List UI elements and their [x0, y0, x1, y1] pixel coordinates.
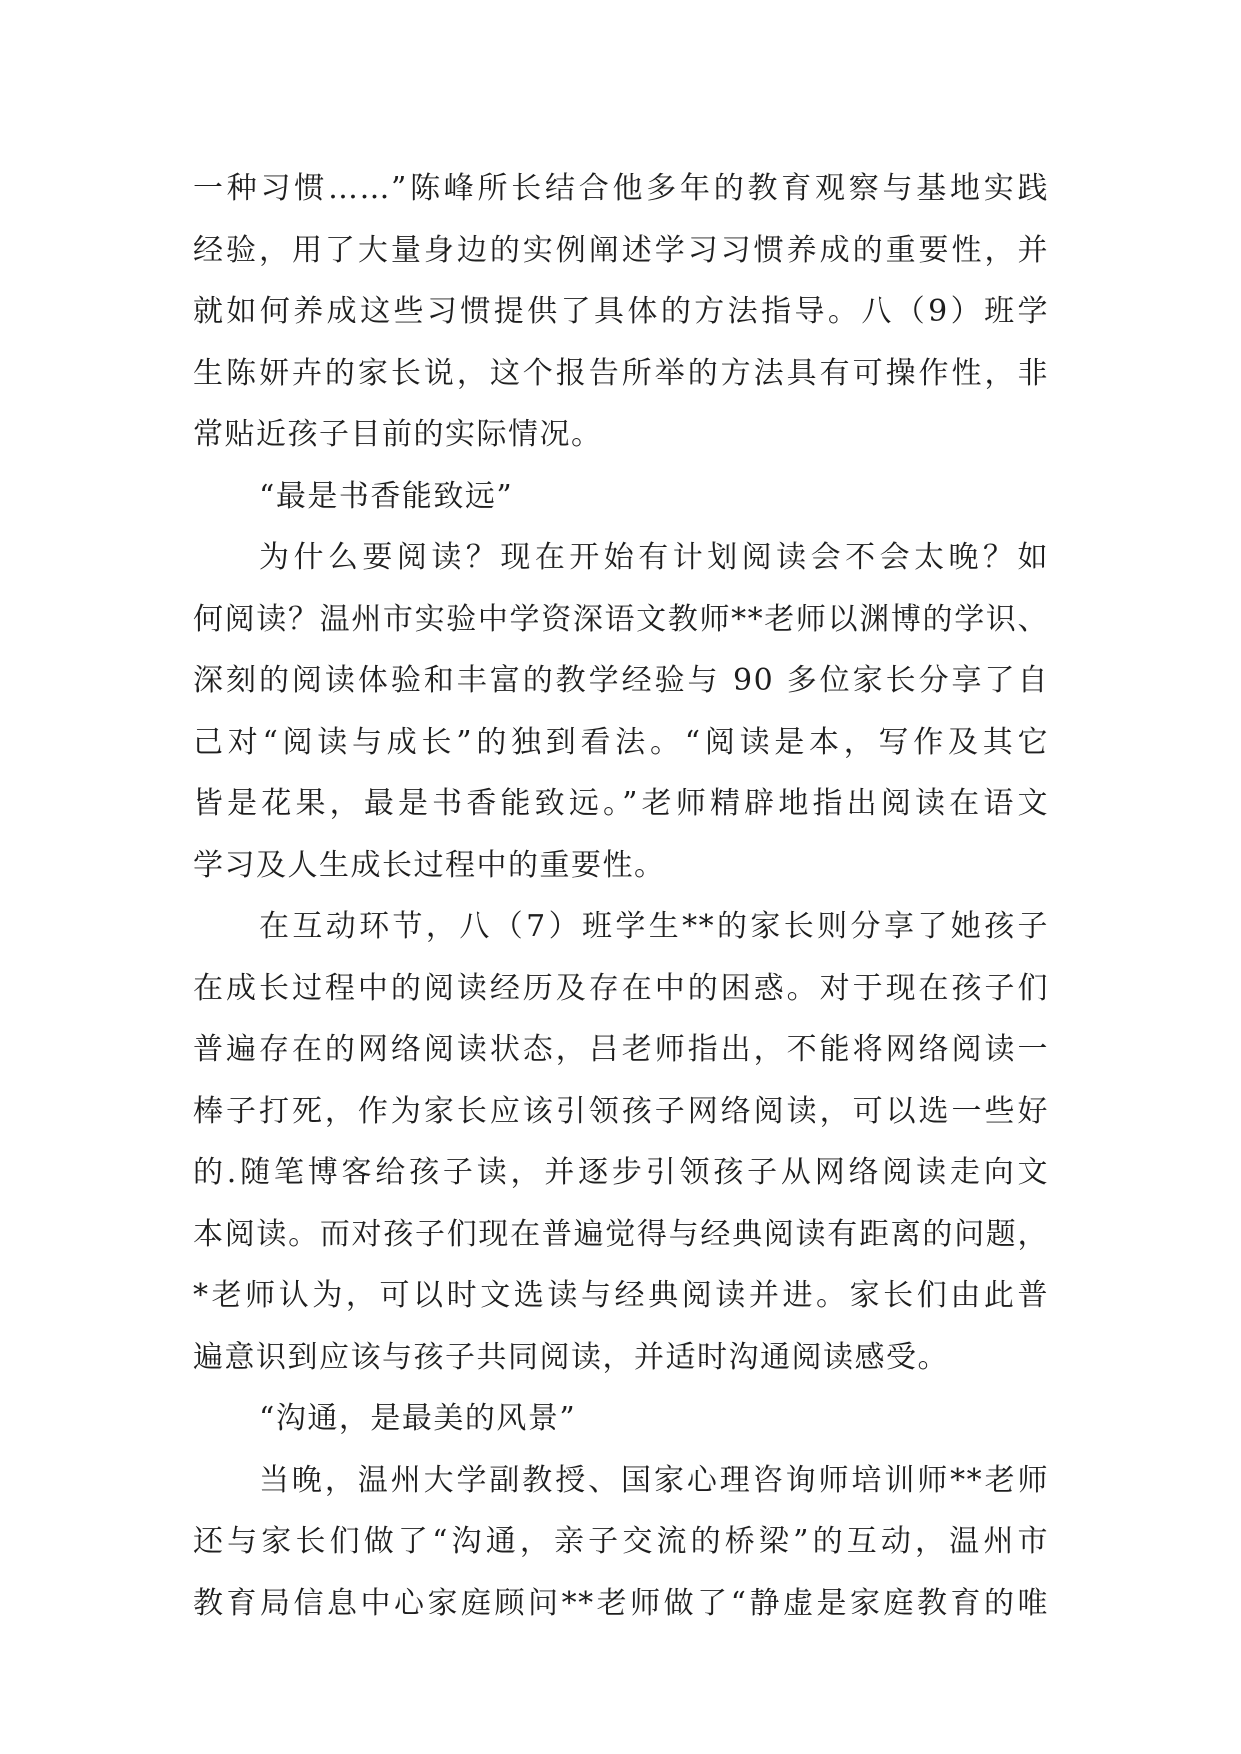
text-line: *老师认为，可以时文选读与经典阅读并进。家长们由此普	[193, 1278, 1049, 1313]
text-line: 的.随笔博客给孩子读，并逐步引领孩子从网络阅读走向文	[193, 1155, 1049, 1190]
text-line: 己对“阅读与成长”的独到看法。“阅读是本，写作及其它	[193, 724, 1049, 760]
text-line: 常贴近孩子目前的实际情况。	[193, 417, 603, 452]
article-body	[193, 158, 1049, 1634]
text-line: 经验，用了大量身边的实例阐述学习习惯养成的重要性，并	[193, 232, 1049, 268]
section-heading: “沟通，是最美的风景”	[259, 1401, 577, 1436]
text-line: 为什么要阅读？现在开始有计划阅读会不会太晚？如	[259, 540, 1049, 575]
text-line: 学习及人生成长过程中的重要性。	[193, 847, 666, 883]
text-line: 遍意识到应该与孩子共同阅读，并适时沟通阅读感受。	[193, 1339, 949, 1375]
text-line: 皆是花果，最是书香能致远。”老师精辟地指出阅读在语文	[193, 786, 1049, 821]
text-line: 本阅读。而对孩子们现在普遍觉得与经典阅读有距离的问题，	[193, 1216, 1049, 1252]
text-line: 就如何养成这些习惯提供了具体的方法指导。八（9）班学	[193, 294, 1049, 329]
text-line: 当晚，温州大学副教授、国家心理咨询师培训师**老师	[259, 1462, 1049, 1498]
text-line: 生陈妍卉的家长说，这个报告所举的方法具有可操作性，非	[193, 355, 1049, 391]
text-line: 还与家长们做了“沟通，亲子交流的桥梁”的互动，温州市	[193, 1524, 1049, 1559]
text-line: 棒子打死，作为家长应该引领孩子网络阅读，可以选一些好	[193, 1093, 1049, 1129]
text-line: 普遍存在的网络阅读状态，吕老师指出，不能将网络阅读一	[193, 1032, 1049, 1067]
text-line: 在成长过程中的阅读经历及存在中的困惑。对于现在孩子们	[193, 970, 1049, 1006]
text-line: 教育局信息中心家庭顾问**老师做了“静虚是家庭教育的唯	[193, 1585, 1049, 1621]
text-line: 在互动环节，八（7）班学生**的家长则分享了她孩子	[259, 909, 1049, 944]
text-line: 深刻的阅读体验和丰富的教学经验与 90 多位家长分享了自	[193, 663, 1049, 698]
text-line: 一种习惯……”陈峰所长结合他多年的教育观察与基地实践	[193, 171, 1049, 206]
text-line: 何阅读？温州市实验中学资深语文教师**老师以渊博的学识、	[193, 601, 1049, 637]
section-heading: “最是书香能致远”	[259, 478, 514, 514]
